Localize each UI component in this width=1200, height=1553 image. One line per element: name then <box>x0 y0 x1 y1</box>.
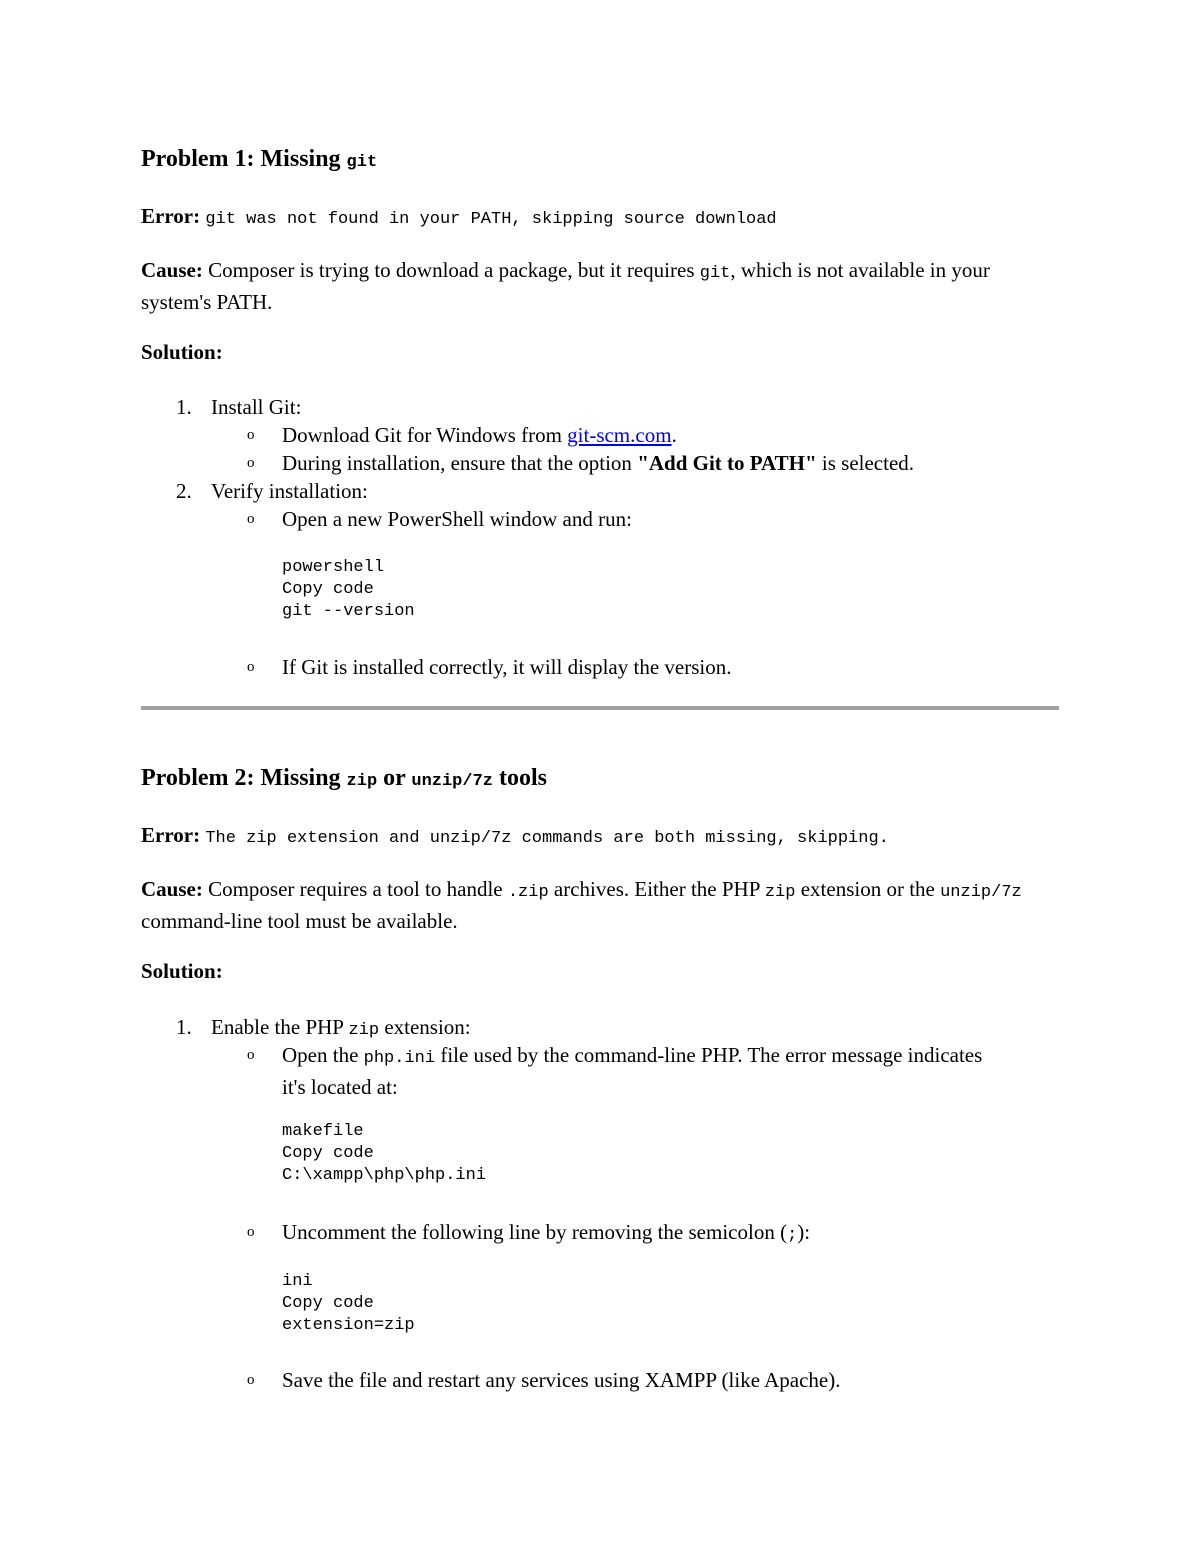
bullet-icon: o <box>247 1047 255 1063</box>
bullet-icon: o <box>247 511 255 527</box>
bullet-text: Save the file and restart any services using XAMPP (like Apache). <box>282 1368 841 1392</box>
cause-text: Composer is trying to download a package, but it requires <box>208 258 700 282</box>
heading-text: Problem 2: Missing <box>141 765 347 791</box>
bullet-text: If Git is installed correctly, it will display the version. <box>282 655 732 679</box>
cause-code: git <box>699 264 731 283</box>
problem-1-solution-label <box>141 338 1061 366</box>
bullet-text-part: Download Git for Windows from <box>282 423 568 447</box>
code-language: ini <box>282 1272 313 1291</box>
step-text-part: extension: <box>379 1015 471 1039</box>
problem-2-solution-label <box>141 957 1061 985</box>
git-scm-link[interactable]: git-scm.com <box>567 423 672 447</box>
cause-label: Cause: <box>141 258 203 282</box>
bullet-text-part: file used by the command-line PHP. The error message indicates it's located at: <box>282 1043 983 1099</box>
cause-code: .zip <box>507 883 549 902</box>
problem-1-cause <box>141 256 1061 316</box>
bullet-text-part: Open the <box>282 1043 364 1067</box>
code-block <box>282 1271 415 1337</box>
step-code: zip <box>348 1021 380 1040</box>
bullet-text <box>282 1041 1002 1101</box>
step-number: 1. <box>176 1015 192 1039</box>
bullet-code: ; <box>787 1226 798 1245</box>
error-label: Error: <box>141 823 201 847</box>
bullet-text: Open a new PowerShell window and run: <box>282 507 632 531</box>
cause-text: extension or the <box>795 877 941 901</box>
cause-text: , which is not available in your system's PATH. <box>141 258 990 314</box>
bullet-text-part: Uncomment the following line by removing the semicolon ( <box>282 1220 788 1244</box>
bullet-icon: o <box>247 659 255 675</box>
bullet-text-part: ): <box>797 1220 811 1244</box>
code-line: git --version <box>282 602 415 621</box>
solution-label: Solution: <box>141 959 223 983</box>
bullet-text-part: is selected. <box>816 451 915 475</box>
bullet-icon: o <box>247 1372 255 1388</box>
error-message: The zip extension and unzip/7z commands are both missing, skipping. <box>205 829 889 848</box>
code-block <box>282 1121 486 1187</box>
step-text: Install Git: <box>211 395 302 419</box>
error-label: Error: <box>141 204 201 228</box>
cause-text: archives. Either the PHP <box>548 877 765 901</box>
problem-2-cause <box>141 875 1061 935</box>
bullet-text-part: . <box>671 423 677 447</box>
step-text: Verify installation: <box>211 479 368 503</box>
solution-label: Solution: <box>141 340 223 364</box>
step-number: 1. <box>176 395 192 419</box>
code-block <box>282 557 415 623</box>
bullet-text <box>282 421 1002 449</box>
problem-2-error <box>141 821 1061 853</box>
error-message: git was not found in your PATH, skipping source download <box>205 210 777 229</box>
step-number: 2. <box>176 479 192 503</box>
cause-text: command-line tool must be available. <box>141 909 458 933</box>
code-language: makefile <box>282 1122 364 1141</box>
cause-label: Cause: <box>141 877 203 901</box>
section-divider <box>141 706 1059 710</box>
bullet-code: php.ini <box>363 1049 436 1068</box>
cause-code: zip <box>764 883 796 902</box>
cause-code: unzip/7z <box>940 883 1022 902</box>
copy-code-button[interactable]: Copy code <box>282 1144 374 1163</box>
bullet-text <box>282 1218 1002 1250</box>
bullet-icon: o <box>247 455 255 471</box>
heading-code: git <box>346 153 378 172</box>
bullet-text <box>282 449 1002 477</box>
copy-code-button[interactable]: Copy code <box>282 580 374 599</box>
heading-text: or <box>377 765 412 791</box>
heading-text: Problem 1: Missing <box>141 146 347 172</box>
problem-2-heading <box>141 763 547 797</box>
bullet-text-part: During installation, ensure that the option <box>282 451 638 475</box>
problem-1-heading <box>141 144 377 178</box>
code-language: powershell <box>282 558 385 577</box>
step-text-part: Enable the PHP <box>211 1015 349 1039</box>
bullet-icon: o <box>247 427 255 443</box>
heading-code: unzip/7z <box>411 772 493 791</box>
heading-code: zip <box>346 772 378 791</box>
copy-code-button[interactable]: Copy code <box>282 1294 374 1313</box>
heading-text: tools <box>493 765 547 791</box>
code-line: C:\xampp\php\php.ini <box>282 1166 487 1185</box>
bullet-bold: "Add Git to PATH" <box>637 451 817 475</box>
problem-1-error <box>141 202 1061 234</box>
cause-text: Composer requires a tool to handle <box>208 877 508 901</box>
code-line: extension=zip <box>282 1316 415 1335</box>
bullet-icon: o <box>247 1224 255 1240</box>
